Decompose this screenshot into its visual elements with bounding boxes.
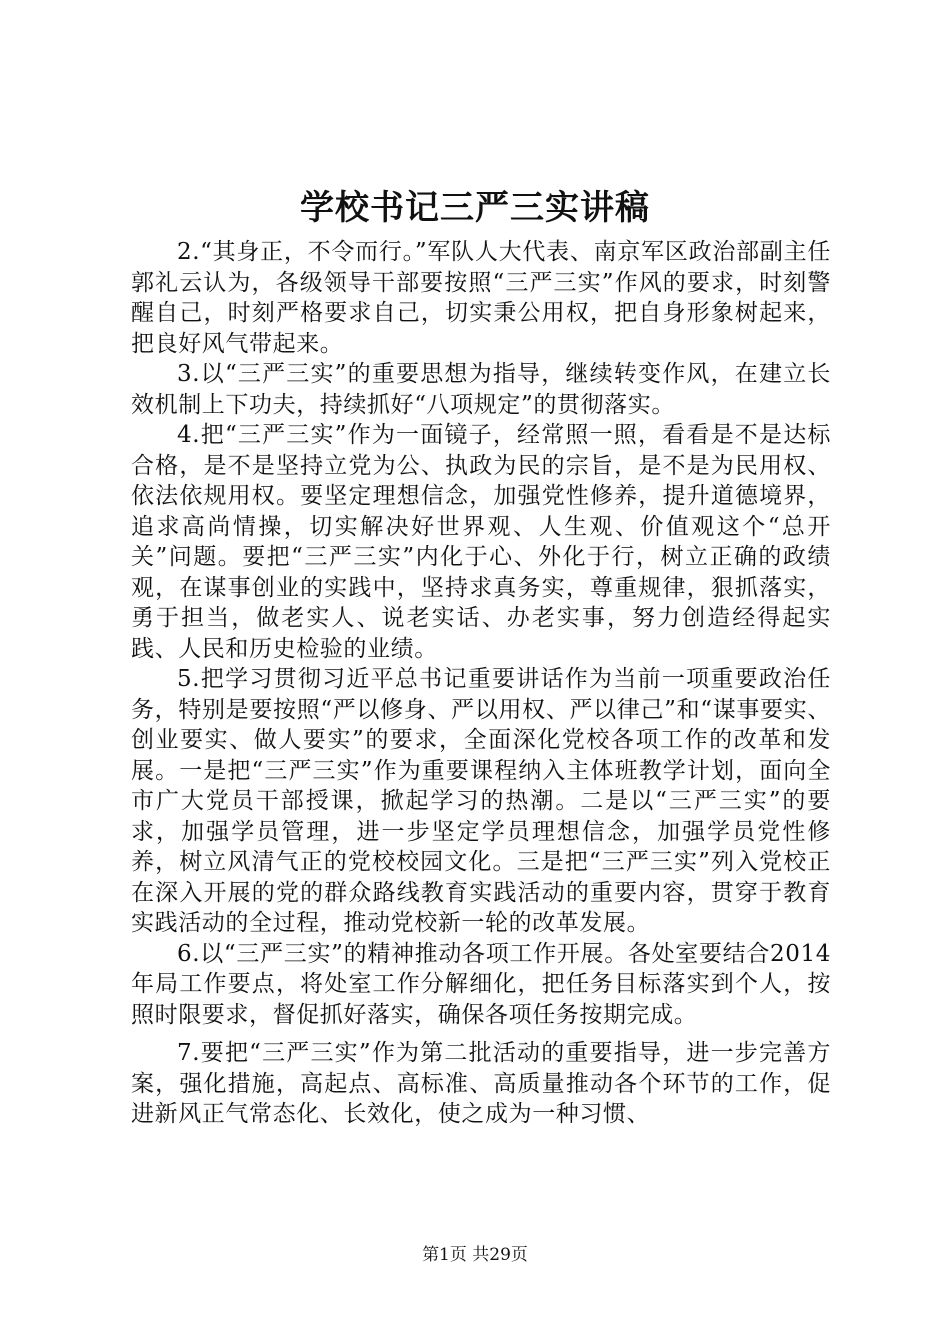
paragraph-3: 3.以“三严三实”的重要思想为指导，继续转变作风，在建立长效机制上下功夫，持续抓好“八项规定”的贯彻落实。 (131, 361, 831, 418)
document-title: 学校书记三严三实讲稿 (300, 188, 650, 228)
page-number-footer: 第1页 共29页 (422, 1245, 528, 1265)
document-body (131, 237, 831, 1130)
paragraph-6: 6.以“三严三实”的精神推动各项工作开展。各处室要结合2014年局工作要点，将处室工作分解细化，把任务目标落实到个人，按照时限要求，督促抓好落实，确保各项任务按期完成。 (131, 940, 831, 1028)
paragraph-4: 4.把“三严三实”作为一面镜子，经常照一照，看看是不是达标合格，是不是坚持立党为公、执政为民的宗旨，是不是为民用权、依法依规用权。要坚定理想信念，加强党性修养，提升道德境界，追求高尚情操，切实解决好世界观、人生观、价值观这个“总开关”问题。要把“三严三实”内化于心、外化于行，树立正确的政绩观，在谋事创业的实践中，坚持求真务实，尊重规律，狠抓落实，勇于担当，做老实人、说老实话、办老实事，努力创造经得起实践、人民和历史检验的业绩。 (131, 422, 831, 662)
paragraph-5: 5.把学习贯彻习近平总书记重要讲话作为当前一项重要政治任务，特别是要按照“严以修身、严以用权、严以律己”和“谋事要实、创业要实、做人要实”的要求，全面深化党校各项工作的改革和发展。一是把“三严三实”作为重要课程纳入主体班教学计划，面向全市广大党员干部授课，掀起学习的热潮。二是以“三严三实”的要求，加强学员管理，进一步坚定学员理想信念，加强学员党性修养，树立风清气正的党校校园文化。三是把“三严三实”列入党校正在深入开展的党的群众路线教育实践活动的重要内容，贯穿于教育实践活动的全过程，推动党校新一轮的改革发展。 (131, 666, 831, 936)
paragraph-7: 7.要把“三严三实”作为第二批活动的重要指导，进一步完善方案，强化措施，高起点、高标准、高质量推动各个环节的工作，促进新风正气常态化、长效化，使之成为一种习惯、 (131, 1040, 831, 1127)
paragraph-2: 2.“其身正，不令而行。”军队人大代表、南京军区政治部副主任郭礼云认为，各级领导干部要按照“三严三实”作风的要求，时刻警醒自己，时刻严格要求自己，切实秉公用权，把自身形象树起来，把良好风气带起来。 (131, 239, 831, 357)
